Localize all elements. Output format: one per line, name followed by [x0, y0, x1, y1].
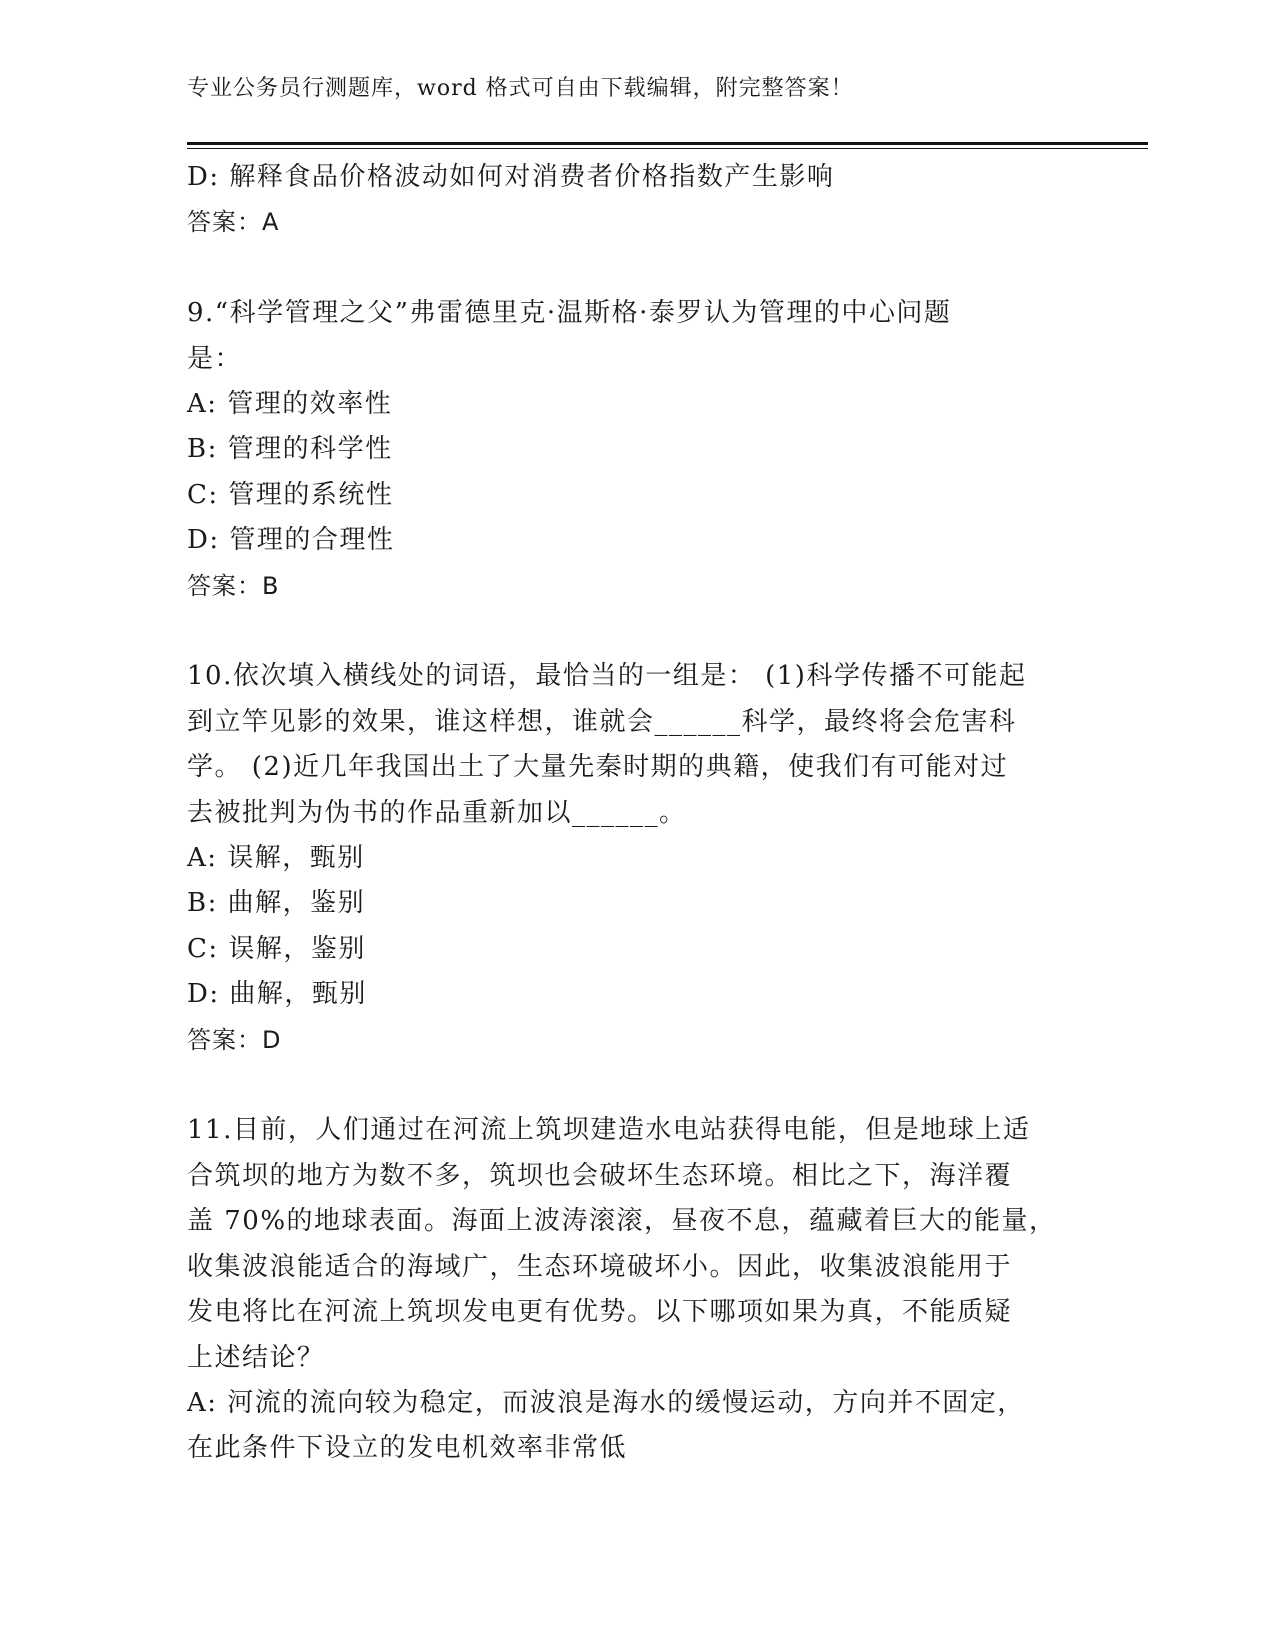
option-a: A: 河流的流向较为稳定，而波浪是海水的缓慢运动，方向并不固定，	[187, 1387, 1025, 1418]
question-stem-line: 收集波浪能适合的海域广，生态环境破坏小。因此，收集波浪能用于	[187, 1251, 1013, 1282]
question-stem-line: 去被批判为伪书的作品重新加以______。	[187, 797, 687, 828]
option-b: B: 曲解，鉴别	[187, 888, 366, 919]
option-c: C: 管理的系统性	[187, 479, 394, 510]
header-note: 专业公务员行测题库，word 格式可自由下载编辑，附完整答案！	[187, 76, 854, 101]
option-d: D: 管理的合理性	[187, 525, 395, 556]
option-c: C: 误解，鉴别	[187, 933, 366, 964]
question-stem-line: 学。 (2)近几年我国出土了大量先秦时期的典籍，使我们有可能对过	[187, 752, 1009, 783]
header-rule-thick	[187, 142, 1148, 145]
question-stem-line: 发电将比在河流上筑坝发电更有优势。以下哪项如果为真，不能质疑	[187, 1297, 1013, 1328]
question-stem-line: 到立竿见影的效果，谁这样想，谁就会______科学，最终将会危害科	[187, 706, 1017, 737]
option-a: A: 管理的效率性	[187, 389, 393, 420]
question-stem-line: 是：	[187, 343, 243, 374]
question-stem-line: 9.“科学管理之父”弗雷德里克·温斯格·泰罗认为管理的中心问题	[187, 298, 952, 329]
question-10	[187, 654, 1067, 1063]
option-d: D: 曲解，甄别	[187, 979, 367, 1010]
answer: 答案：B	[187, 571, 280, 600]
question-11	[187, 1108, 1067, 1471]
answer: 答案：D	[187, 1025, 282, 1054]
header-rule-thin	[187, 148, 1148, 149]
question-content	[187, 155, 1067, 1472]
question-stem-line: 上述结论？	[187, 1342, 325, 1373]
option-b: B: 管理的科学性	[187, 434, 393, 465]
prev-answer: 答案：A	[187, 208, 280, 237]
question-stem-line: 盖 70%的地球表面。海面上波涛滚滚，昼夜不息，蕴藏着巨大的能量，	[187, 1206, 1057, 1237]
question-9	[187, 291, 1067, 609]
option-a: A: 误解，甄别	[187, 843, 365, 874]
prev-option-d: D: 解释食品价格波动如何对消费者价格指数产生影响	[187, 162, 835, 192]
question-stem-line: 11.目前，人们通过在河流上筑坝建造水电站获得电能，但是地球上适	[187, 1115, 1031, 1146]
question-stem-line: 合筑坝的地方为数不多，筑坝也会破坏生态环境。相比之下，海洋覆	[187, 1160, 1013, 1191]
question-stem-line: 10.依次填入横线处的词语，最恰当的一组是： (1)科学传播不可能起	[187, 661, 1027, 692]
option-a-continued: 在此条件下设立的发电机效率非常低	[187, 1433, 628, 1464]
